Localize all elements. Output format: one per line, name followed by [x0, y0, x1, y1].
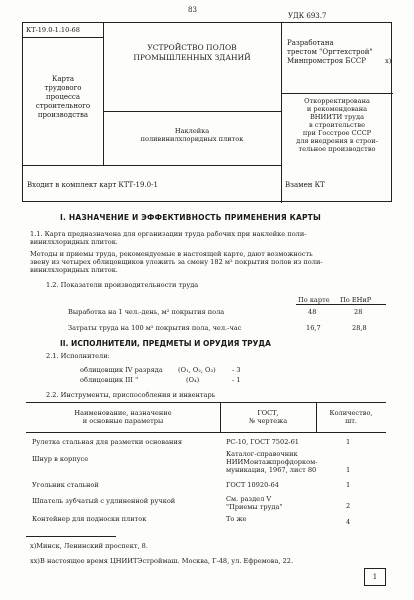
developer-footnote-mark: x) [385, 57, 392, 65]
replace-text: Взамен КТ [285, 181, 325, 189]
card-code: КТ-19.0-1.10-68 [26, 26, 80, 34]
card-name: Карта трудового процесса строительного производства [35, 75, 91, 119]
metric-row-enir: 28 [354, 308, 363, 316]
tool-gost: См. раздел V "Приемы труда" [226, 495, 283, 511]
worker-codes: (O₄) [186, 376, 200, 384]
tool-gost: То же [226, 515, 247, 523]
approval-text: Откорректирована и рекомендована ВНИИТИ труда в строительстве при Госстрое СССР для внедрения в строи- тельное производство [296, 97, 378, 153]
title-block [22, 22, 392, 202]
tool-gost: ГОСТ 10920-64 [226, 481, 279, 489]
section-1-paragraph-3: 1.2. Показатели производительности труда [46, 281, 199, 289]
tool-name: Шнур в корпусе [32, 455, 89, 463]
metric-row-enir: 28,8 [352, 324, 367, 332]
metric-row-label: Затраты труда на 100 м² покрытия пола, чел.-час [68, 324, 242, 332]
metric-row-card: 48 [308, 308, 317, 316]
column-card: По карте [298, 296, 330, 304]
doc-code: УДК 693.7 [288, 12, 327, 20]
section-2-paragraph-2: 2.2. Инструменты, приспособления и инвентарь [46, 391, 216, 399]
tool-qty: 1 [346, 438, 351, 446]
tool-name: Контейнер для подноски плиток [32, 515, 147, 523]
developer-text: Разработана трестом "Оргтехстрой" Минпромстроя БССР [287, 39, 373, 65]
tool-qty: 4 [346, 518, 351, 526]
tool-name: Шпатель зубчатый с удлиненной ручкой [32, 497, 176, 505]
metric-row-card: 16,7 [306, 324, 321, 332]
tool-name: Рулетка стальная для разметки основания [32, 438, 182, 446]
tools-header-name: Наименование, назначение и основные параметры [74, 409, 172, 425]
page-title: УСТРОЙСТВО ПОЛОВ ПРОМЫШЛЕННЫХ ЗДАНИЙ [133, 43, 251, 62]
tool-qty: 1 [346, 481, 351, 489]
tool-gost: Каталог-справочник НИИМонтажпрофдорком- муникация, 1967, лист 80 [226, 450, 318, 474]
worker-role: облицовщик IV разряда [80, 366, 163, 374]
worker-role: облицовщик III " [80, 376, 139, 384]
footnote: x)Минск, Ленинский проспект, 8. [30, 542, 148, 550]
page-number: 83 [188, 6, 197, 14]
tool-name: Угольник стальной [32, 481, 99, 489]
section-1-heading: I. НАЗНАЧЕНИЕ И ЭФФЕКТИВНОСТЬ ПРИМЕНЕНИЯ КАРТЫ [60, 213, 321, 222]
metric-row-label: Выработка на 1 чел.-день, м² покрытия пола [68, 308, 225, 316]
worker-codes: (O₁, O₂, O₃) [178, 366, 216, 374]
tool-qty: 1 [346, 466, 351, 474]
section-2-paragraph-1: 2.1. Исполнители: [46, 352, 110, 360]
tool-gost: РС-10, ГОСТ 7502-61 [226, 438, 300, 446]
set-text: Входит в комплект карт КТТ-19.0-1 [27, 181, 158, 189]
section-1-paragraph-1: 1.1. Карта предназначена для организации труда рабочих при наклейке поли- винилхлоридных плиток. [30, 230, 307, 246]
footnote: xx)В настоящее время ЦНИИТЭстроймаш. Москва, Г-48, ул. Ефремова, 22. [30, 557, 294, 565]
tools-header-qty: Количество, шт. [329, 409, 373, 425]
worker-count: - 3 [232, 366, 241, 374]
section-1-paragraph-2: Методы и приемы труда, рекомендуемые в настоящей карте, дают возможность звену из четырех облицовщиков уложить за смену 182 м² покрытия полов из поли- винилхлоридных плиток. [30, 250, 323, 274]
section-2-heading: II. ИСПОЛНИТЕЛИ, ПРЕДМЕТЫ И ОРУДИЯ ТРУДА [60, 339, 271, 348]
page-subtitle: Наклейка поливинилхлоридных плиток [140, 127, 244, 143]
tools-header-gost: ГОСТ, № чертежа [248, 409, 288, 425]
column-enir: По ЕНиР [340, 296, 372, 304]
worker-count: - 1 [232, 376, 241, 384]
page-corner-box: 1 [364, 568, 386, 586]
tool-qty: 2 [346, 502, 351, 510]
